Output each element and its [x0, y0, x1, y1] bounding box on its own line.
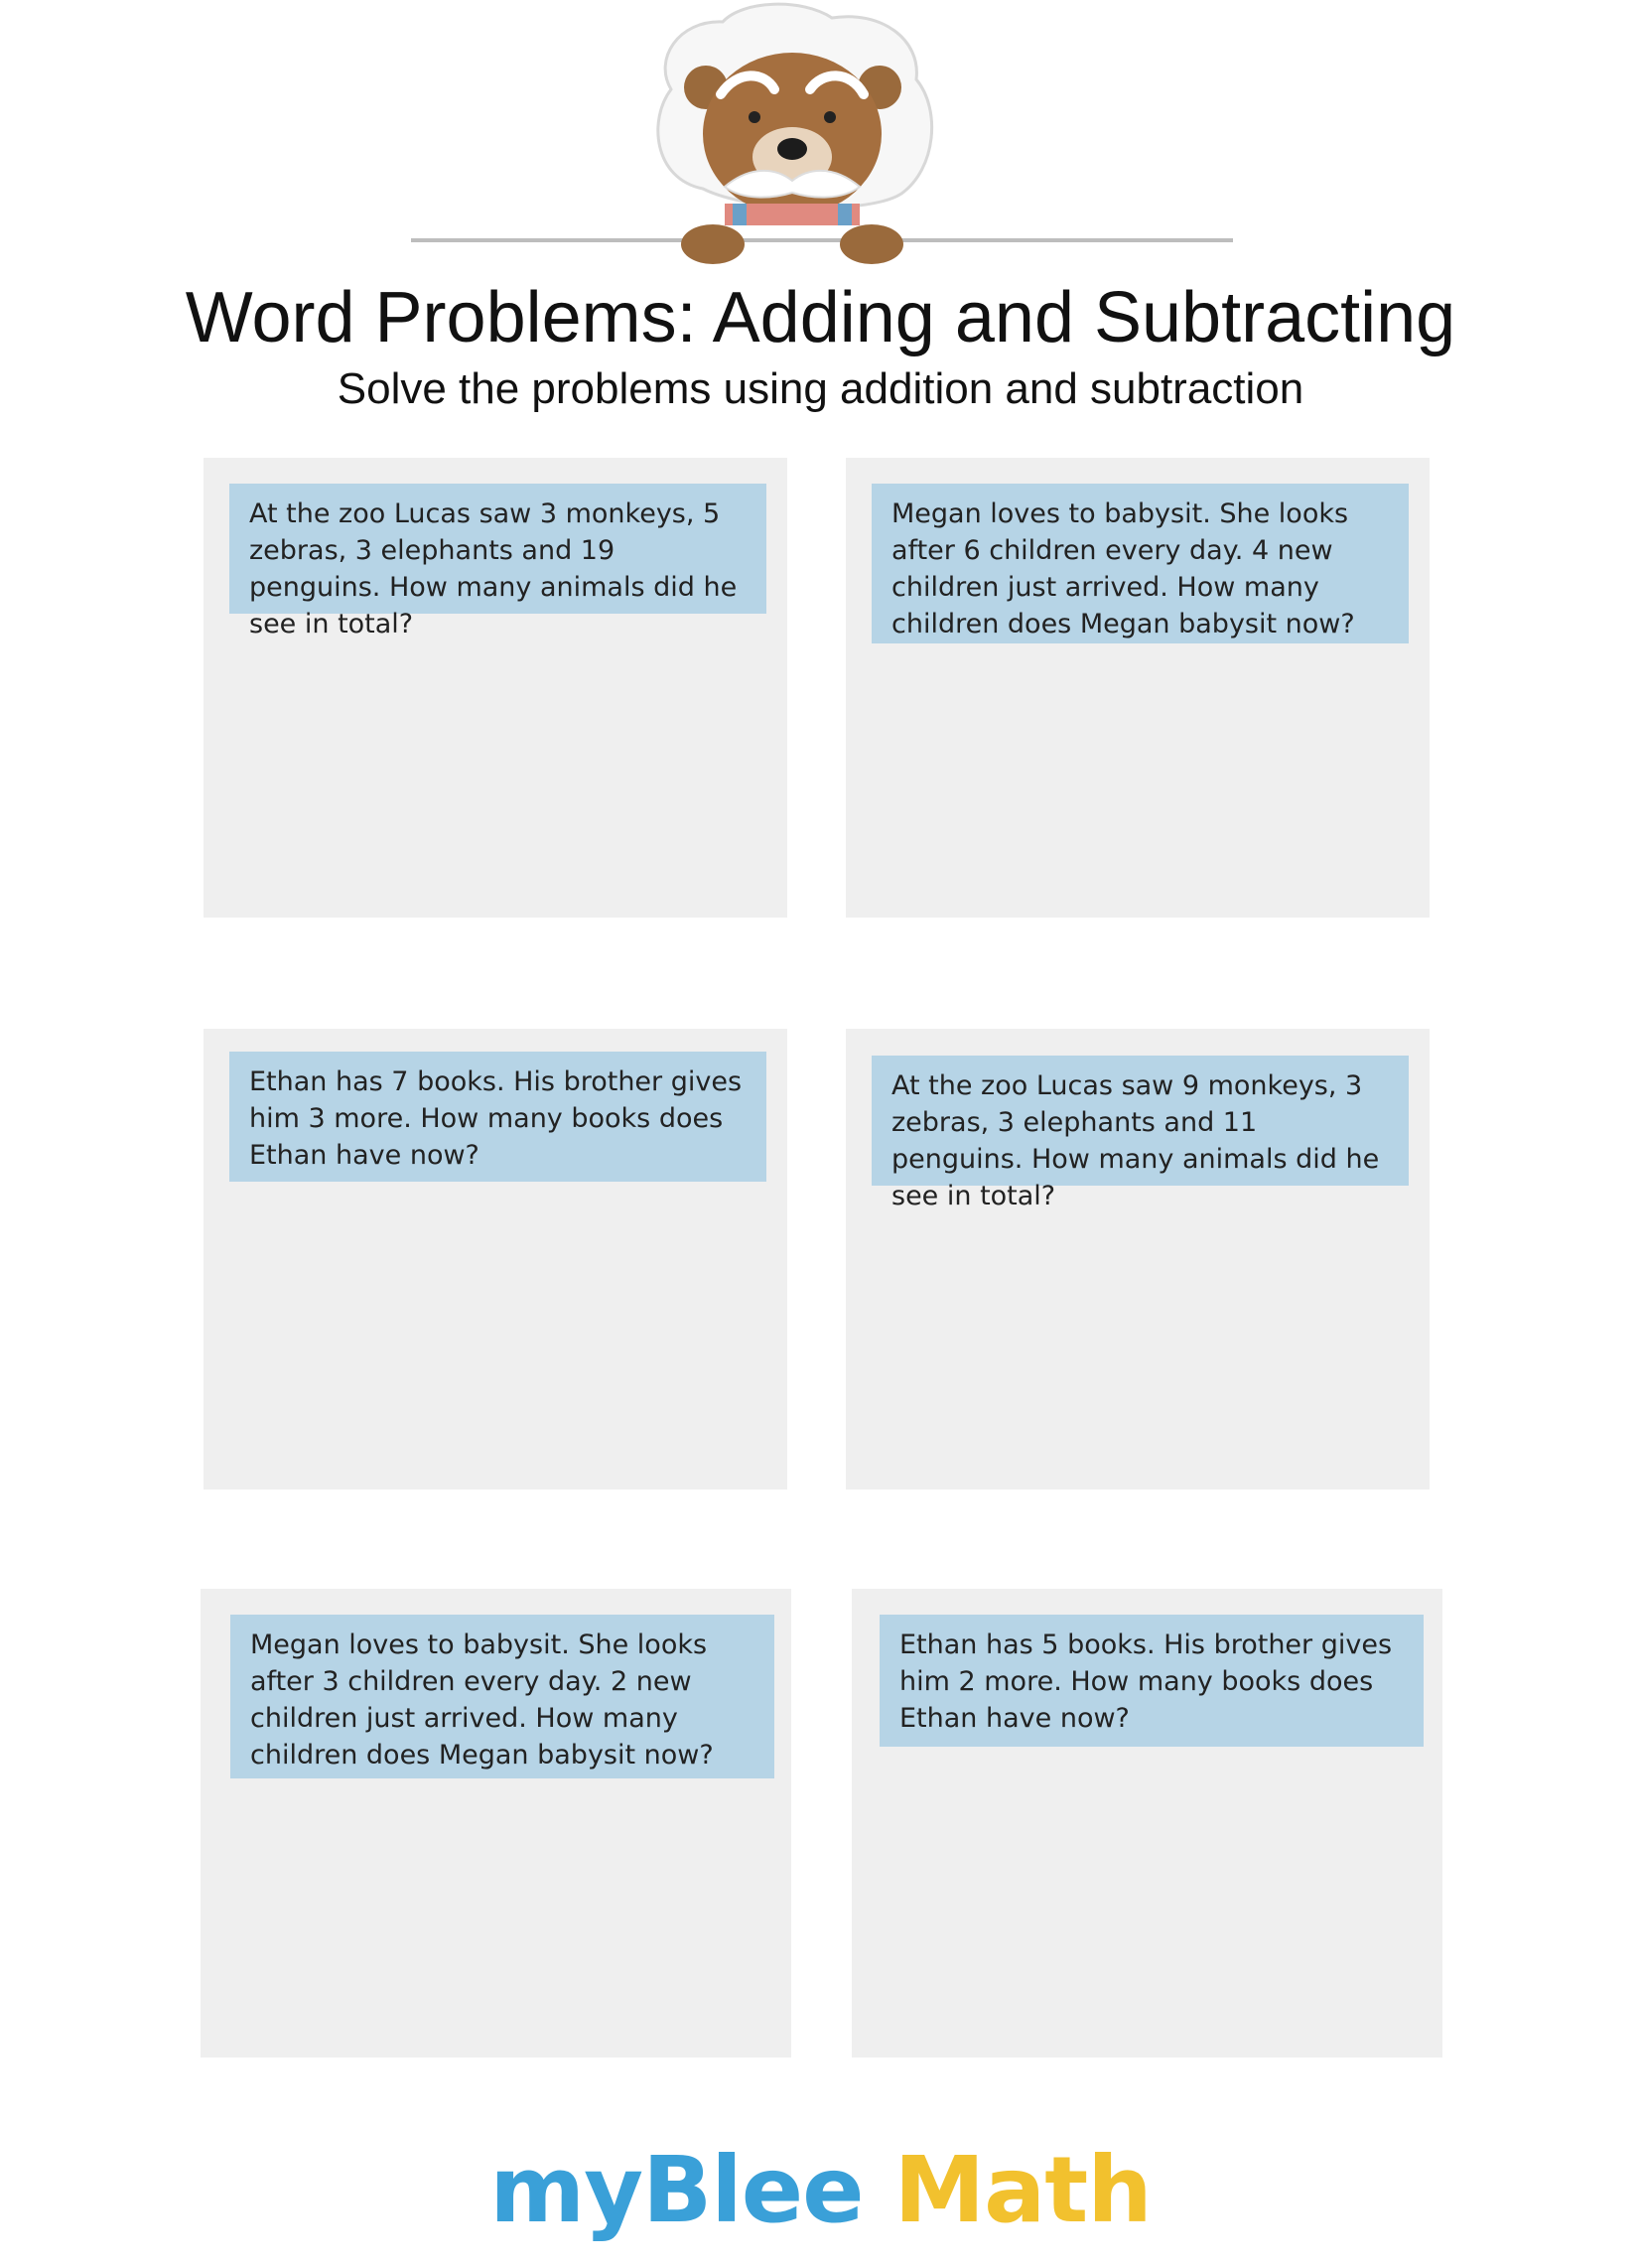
page-subtitle: Solve the problems using addition and subtraction	[337, 364, 1304, 413]
answer-card[interactable]	[204, 458, 787, 918]
brand-logo	[0, 2137, 1641, 2243]
answer-card[interactable]	[846, 1029, 1430, 1489]
brand-logo-part1: myBlee	[489, 2137, 864, 2243]
answer-card[interactable]	[852, 1589, 1442, 2057]
bear-mascot-icon	[405, 0, 1239, 268]
problem-text: Megan loves to babysit. She looks after 6 children every day. 4 new children just arrived. How many children does Megan babysit now?	[872, 484, 1409, 643]
mascot-illustration	[405, 0, 1239, 268]
answer-card[interactable]	[846, 458, 1430, 918]
brand-logo-part2: Math	[893, 2137, 1152, 2243]
problem-text: At the zoo Lucas saw 3 monkeys, 5 zebras, 3 elephants and 19 penguins. How many animals did he see in total?	[229, 484, 766, 614]
problem-text: At the zoo Lucas saw 9 monkeys, 3 zebras, 3 elephants and 11 penguins. How many animals did he see in total?	[872, 1056, 1409, 1186]
problem-text: Ethan has 5 books. His brother gives him 2 more. How many books does Ethan have now?	[880, 1615, 1424, 1747]
page-title: Word Problems: Adding and Subtracting	[185, 278, 1456, 357]
answer-card[interactable]	[204, 1029, 787, 1489]
problem-text: Ethan has 7 books. His brother gives him 3 more. How many books does Ethan have now?	[229, 1052, 766, 1182]
problem-text: Megan loves to babysit. She looks after 3 children every day. 2 new children just arrived. How many children does Megan babysit now?	[230, 1615, 774, 1778]
answer-card[interactable]	[201, 1589, 791, 2057]
